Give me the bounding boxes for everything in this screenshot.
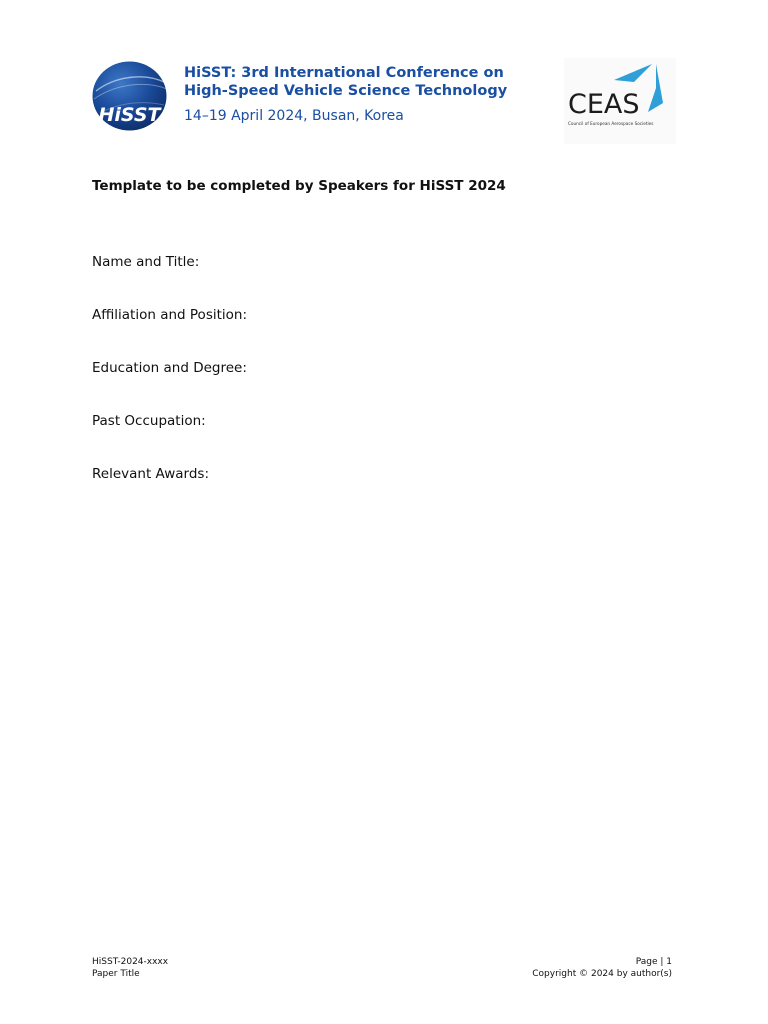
- conference-title-line1: HiSST: 3rd International Conference on: [184, 65, 504, 81]
- conference-info: [184, 64, 514, 125]
- speaker-form-fields: [92, 253, 247, 518]
- ceas-logo: [564, 58, 676, 144]
- field-name-and-title: Name and Title:: [92, 254, 200, 270]
- field-relevant-awards: Relevant Awards:: [92, 466, 210, 482]
- conference-date-location: 14–19 April 2024, Busan, Korea: [184, 108, 404, 124]
- document-heading: Template to be completed by Speakers for HiSST 2024: [92, 178, 506, 194]
- page-header: [92, 58, 682, 153]
- ceas-logo-subtitle: Council of European Aerospace Societies: [568, 121, 654, 126]
- hisst-logo-text: HiSST: [98, 104, 161, 126]
- footer-left: [92, 957, 168, 980]
- ceas-logo-text: CEAS: [568, 89, 640, 120]
- field-past-occupation: Past Occupation:: [92, 413, 206, 429]
- footer-page-number: Page | 1: [635, 957, 672, 967]
- footer-right: [532, 957, 672, 980]
- footer-paper-title: Paper Title: [92, 968, 140, 979]
- footer-paper-id: HiSST-2024-xxxx: [92, 957, 169, 967]
- field-education-and-degree: Education and Degree:: [92, 360, 247, 376]
- field-affiliation-and-position: Affiliation and Position:: [92, 307, 248, 323]
- conference-title-line2: High-Speed Vehicle Science Technology: [184, 83, 508, 99]
- footer-copyright: Copyright © 2024 by author(s): [532, 968, 672, 979]
- hisst-logo: [92, 61, 167, 131]
